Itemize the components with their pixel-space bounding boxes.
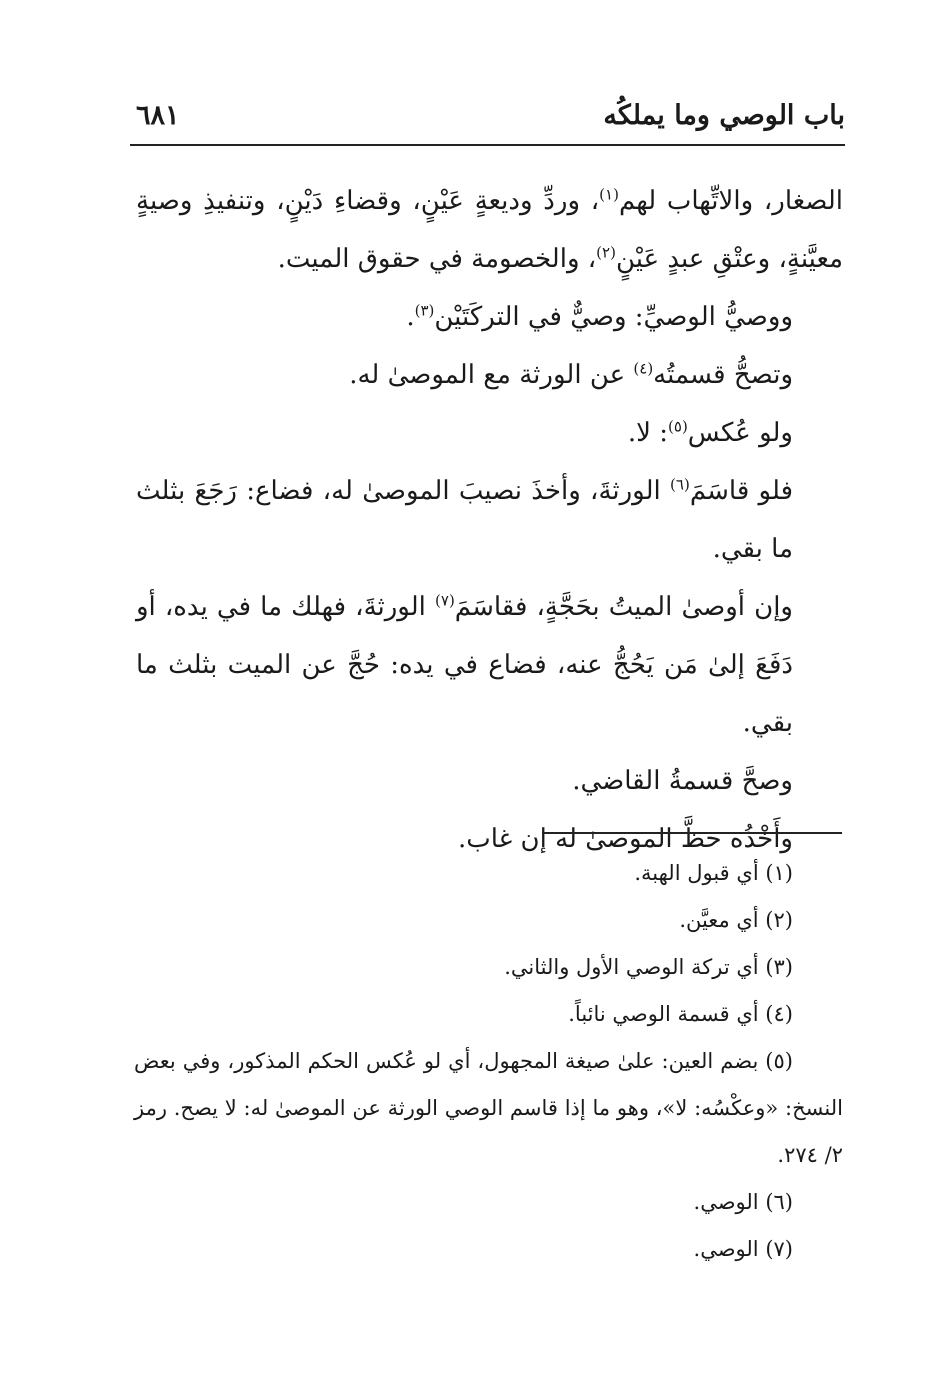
text-run: ووصيُّ الوصيِّ: وصيٌّ في التركَتَيْن bbox=[434, 302, 793, 332]
text-run: وإن أوصىٰ الميتُ بحَجَّةٍ، فقاسَمَ bbox=[454, 592, 793, 622]
footnote-separator bbox=[542, 832, 842, 834]
text-run: ولو عُكس bbox=[687, 418, 793, 448]
paragraph-1 bbox=[136, 172, 843, 288]
footnote-7: (٧) الوصي. bbox=[693, 1237, 793, 1261]
paragraph-2 bbox=[136, 288, 843, 346]
paragraph-8: وأَخْذُه حظَّ الموصىٰ له إن غاب. bbox=[458, 824, 793, 854]
footnote-ref-6: (٦) bbox=[670, 475, 690, 494]
text-run: ، وردِّ وديعةٍ عَيْنٍ، وقضاءِ دَيْنٍ، وتنفيذِ وصيةٍ معيَّنةٍ، وعتْقِ عبدٍ عَيْنٍ bbox=[136, 186, 843, 274]
text-run: وتصحُّ قسمتُه bbox=[653, 360, 793, 390]
footnote-ref-7: (٧) bbox=[435, 591, 455, 610]
footnotes bbox=[134, 850, 843, 1273]
main-text bbox=[136, 172, 843, 868]
text-run: ، والخصومة في حقوق الميت. bbox=[277, 244, 597, 274]
paragraph-4 bbox=[136, 404, 843, 462]
paragraph-7: وصحَّ قسمةُ القاضي. bbox=[572, 766, 793, 796]
footnote-3: (٣) أي تركة الوصي الأول والثاني. bbox=[504, 955, 793, 979]
footnote-ref-4: (٤) bbox=[633, 359, 654, 378]
footnote-2: (٢) أي معيَّن. bbox=[679, 908, 793, 932]
text-run: الصغار، والاتِّهاب لهم bbox=[618, 186, 843, 216]
text-run: فلو قاسَمَ bbox=[689, 476, 793, 506]
footnote-ref-3: (٣) bbox=[414, 301, 435, 320]
text-run: : لا. bbox=[627, 418, 669, 448]
page-header bbox=[130, 96, 845, 146]
footnote-ref-2: (٢) bbox=[596, 243, 616, 262]
footnote-ref-1: (١) bbox=[599, 185, 619, 204]
paragraph-3 bbox=[136, 346, 843, 404]
footnote-4: (٤) أي قسمة الوصي نائباً. bbox=[568, 1002, 793, 1026]
text-run: الورثةَ، وأخذَ نصيبَ الموصىٰ له، فضاع: رَجَعَ بثلث ما بقي. bbox=[136, 476, 793, 564]
footnote-1: (١) أي قبول الهبة. bbox=[634, 861, 793, 885]
text-run: الورثةَ، فهلك ما في يده، أو دَفَعَ إلىٰ مَن يَحُجُّ عنه، فضاع في يده: حُجَّ عن الميت بثلث ما بقي. bbox=[136, 592, 793, 738]
text-run: عن الورثة مع الموصىٰ له. bbox=[349, 360, 634, 390]
page-number: ٦٨١ bbox=[136, 100, 180, 131]
running-title: باب الوصي وما يملكُه bbox=[603, 100, 845, 131]
paragraph-6 bbox=[136, 578, 843, 752]
footnote-5: (٥) بضم العين: علىٰ صيغة المجهول، أي لو عُكس الحكم المذكور، وفي بعض النسخ: «وعكْسُه: لا»، وهو ما إذا قاسم الوصي الورثة عن الموصىٰ له: لا يصح. رمز ٢/ ٢٧٤. bbox=[134, 1049, 843, 1167]
paragraph-5 bbox=[136, 462, 843, 578]
footnote-6: (٦) الوصي. bbox=[693, 1190, 793, 1214]
text-run: . bbox=[406, 302, 415, 332]
footnote-ref-5: (٥) bbox=[668, 417, 688, 436]
